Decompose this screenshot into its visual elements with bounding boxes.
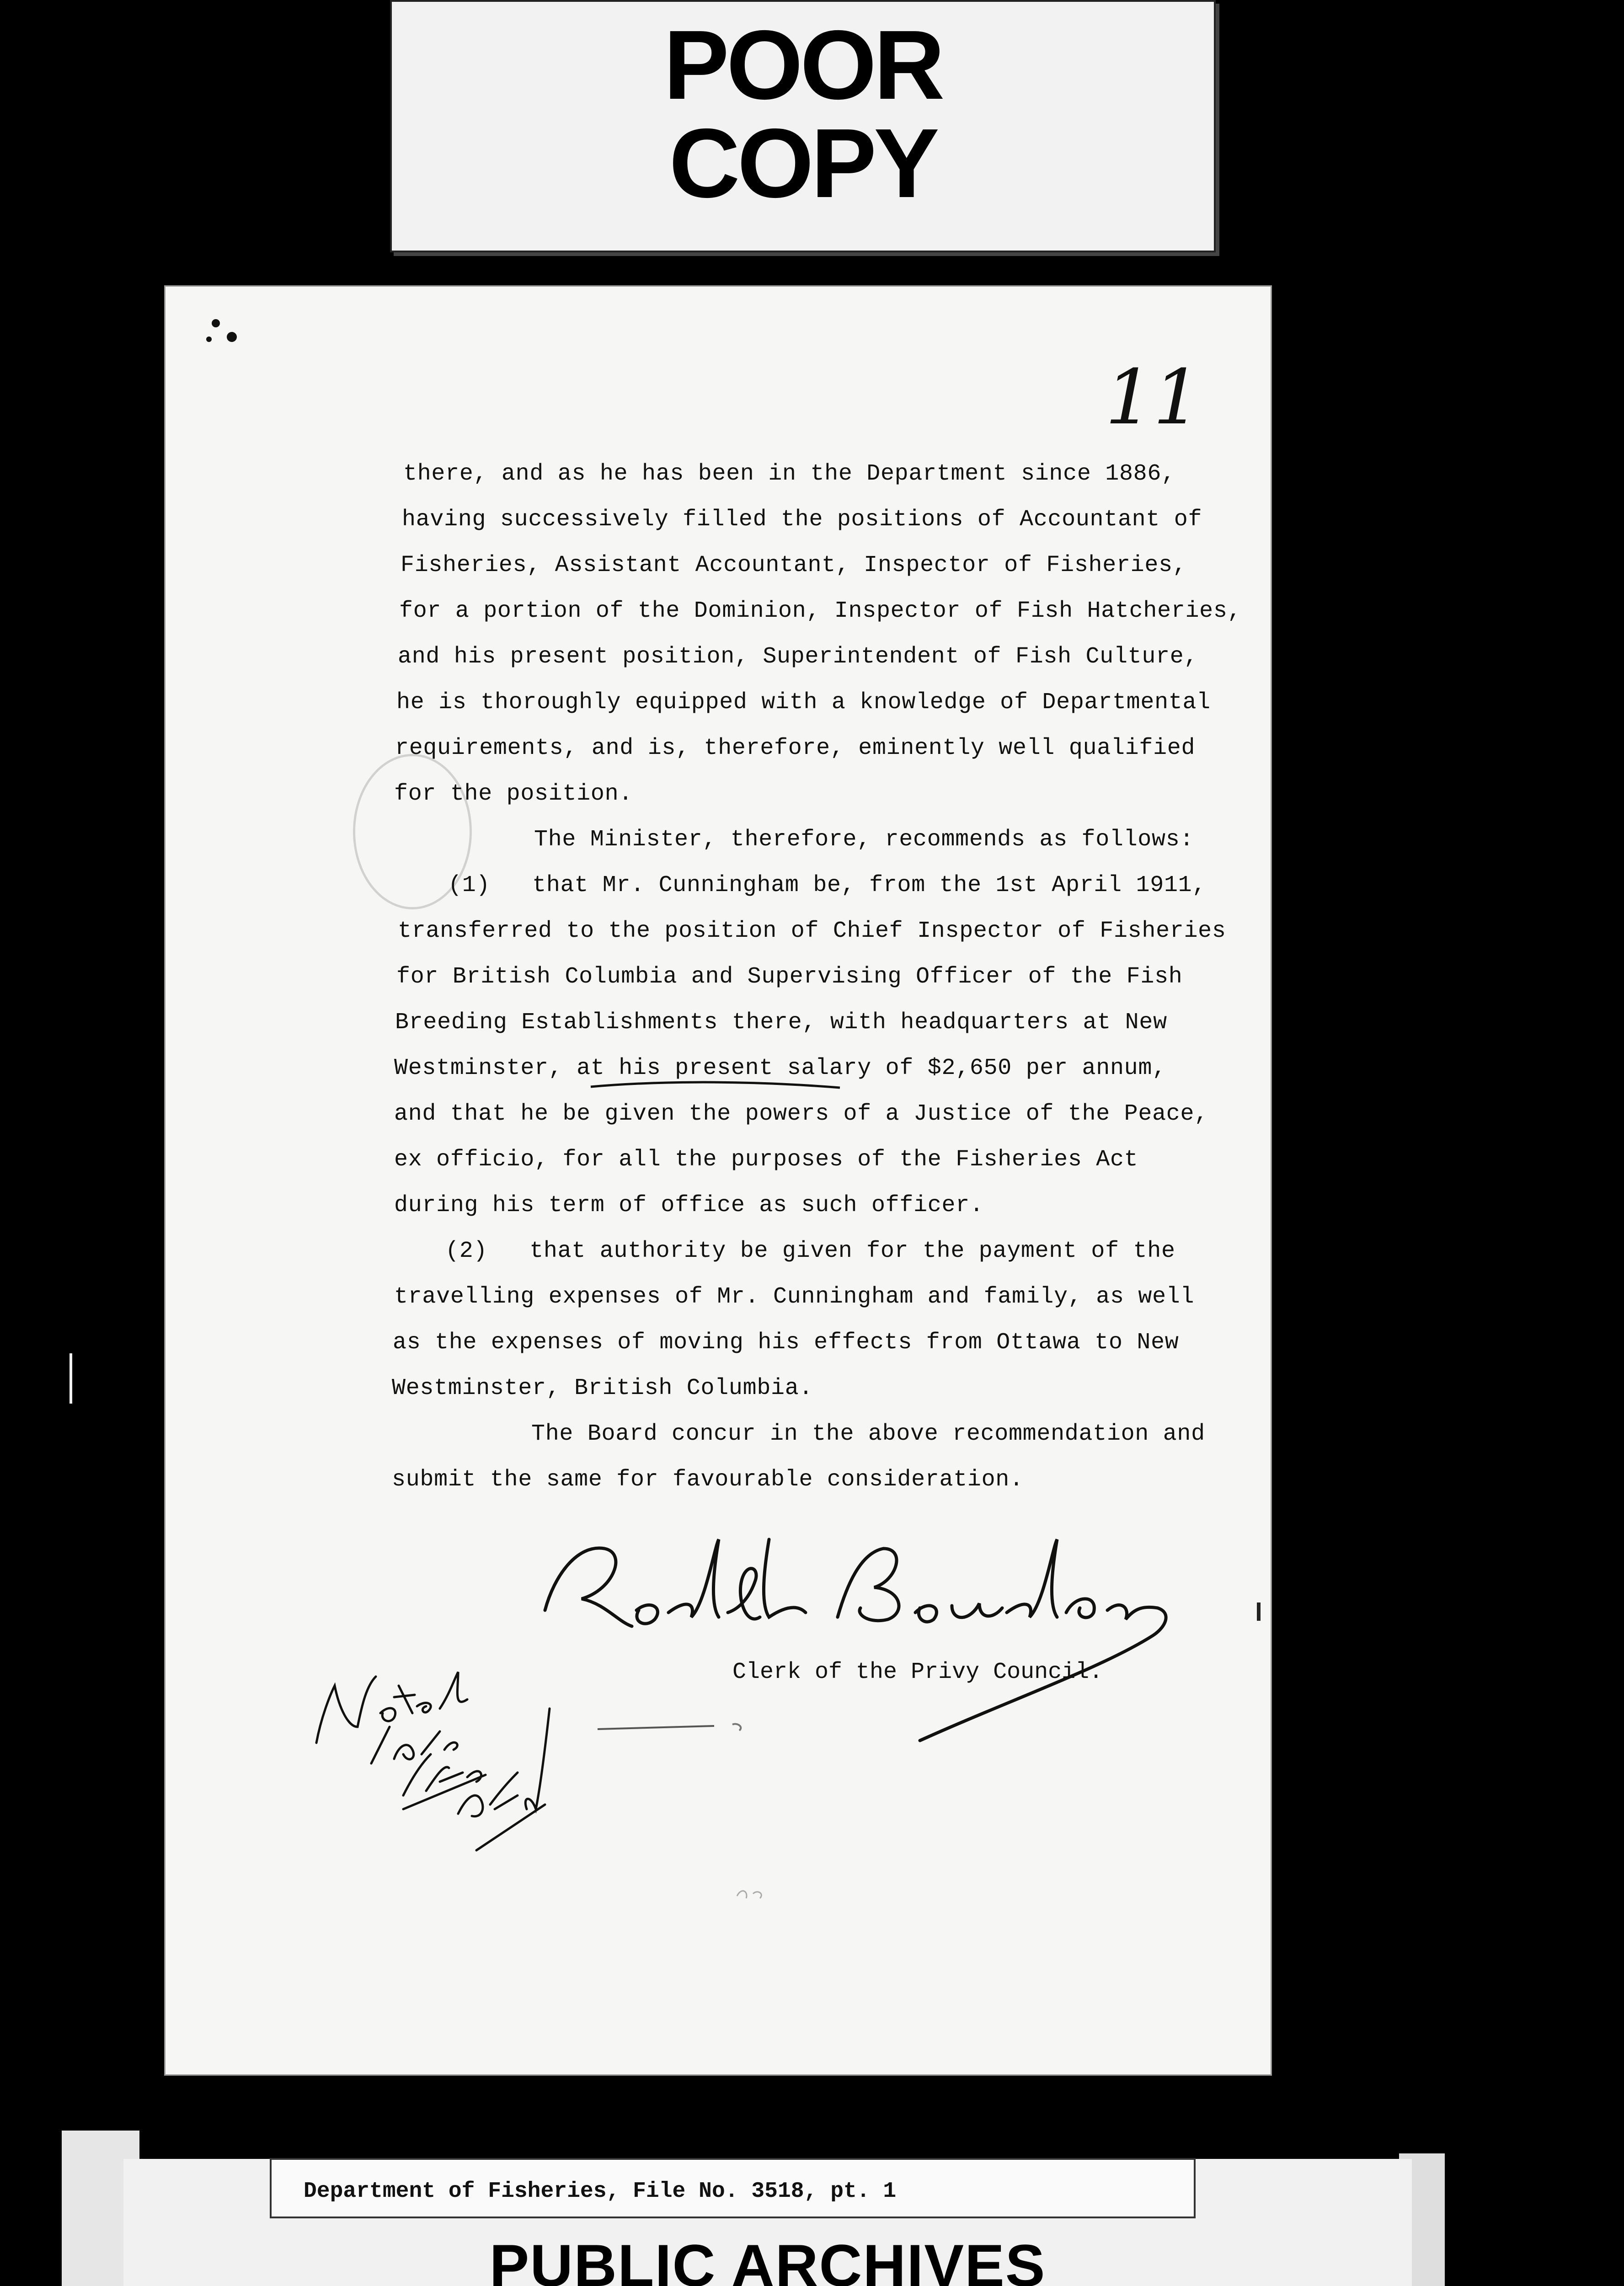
- body-line: The Board concur in the above recommendation and: [531, 1421, 1205, 1447]
- page-number: 11: [1105, 353, 1201, 441]
- body-line: having successively filled the positions of Accountant of: [402, 507, 1202, 533]
- poor-copy-label: [390, 0, 1216, 252]
- document-page: [166, 287, 1271, 2074]
- margin-mark: [1257, 1602, 1261, 1621]
- body-line: for a portion of the Dominion, Inspector of Fish Hatcheries,: [399, 598, 1242, 624]
- handwritten-noted-note: [316, 1672, 550, 1850]
- body-line: during his term of office as such officer.: [394, 1192, 984, 1218]
- body-line: Breeding Establishments there, with headquarters at New: [395, 1009, 1167, 1036]
- body-line: as the expenses of moving his effects from Ottawa to New: [393, 1330, 1179, 1356]
- body-line: for the position.: [394, 781, 633, 807]
- body-line: there, and as he has been in the Department since 1886,: [403, 461, 1175, 487]
- annotation-marks: [166, 287, 1271, 2074]
- file-reference-strip: [270, 2158, 1196, 2218]
- poor-copy-line2: COPY: [669, 108, 937, 218]
- body-line: requirements, and is, therefore, eminently well qualified: [395, 735, 1196, 761]
- body-line: Fisheries, Assistant Accountant, Inspector of Fisheries,: [401, 552, 1187, 578]
- body-line: travelling expenses of Mr. Cunningham and family, as well: [394, 1284, 1195, 1310]
- body-line: Westminster, British Columbia.: [392, 1375, 813, 1401]
- clerk-title: Clerk of the Privy Council.: [732, 1659, 1103, 1685]
- body-line: (1) that Mr. Cunningham be, from the 1st April 1911,: [448, 872, 1207, 898]
- margin-mark: [69, 1353, 72, 1404]
- body-line: and his present position, Superintendent of Fish Culture,: [398, 644, 1198, 670]
- body-line: Westminster, at his present salary of $2,650 per annum,: [394, 1055, 1166, 1081]
- body-line: transferred to the position of Chief Inspector of Fisheries: [398, 918, 1226, 944]
- body-line: and that he be given the powers of a Justice of the Peace,: [394, 1101, 1208, 1127]
- body-line: The Minister, therefore, recommends as follows:: [534, 827, 1194, 853]
- clerk-signature: [545, 1539, 1166, 1741]
- file-reference: Department of Fisheries, File No. 3518, pt. 1: [304, 2179, 897, 2204]
- body-line: for British Columbia and Supervising Officer of the Fish: [396, 964, 1183, 990]
- body-line: (2) that authority be given for the payment of the: [445, 1238, 1175, 1264]
- archive-title-english: PUBLIC ARCHIVES: [489, 2232, 1046, 2286]
- poor-copy-line1: POOR: [663, 10, 942, 120]
- body-line: submit the same for favourable consideration.: [392, 1467, 1024, 1493]
- body-line: he is thoroughly equipped with a knowledge of Departmental: [396, 689, 1211, 716]
- body-line: ex officio, for all the purposes of the Fisheries Act: [394, 1147, 1138, 1173]
